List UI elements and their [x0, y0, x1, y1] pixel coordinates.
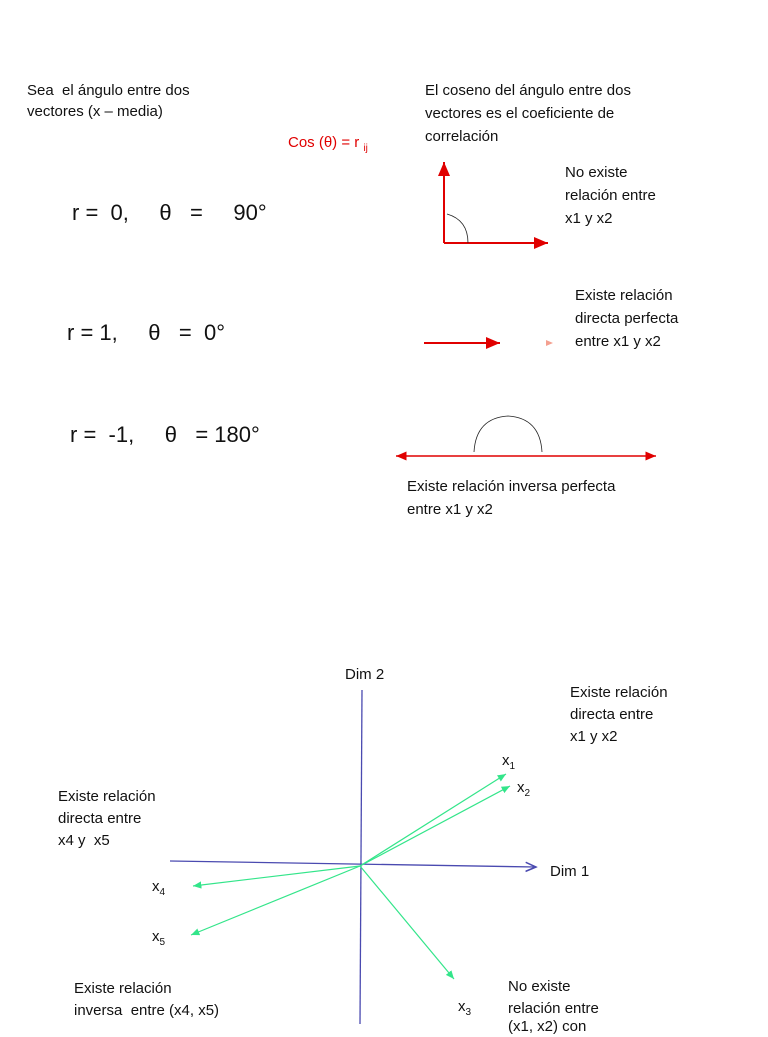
- x1-letter: x: [502, 752, 510, 769]
- vector-x3: [360, 866, 454, 979]
- note-bottom-right-line2: relación entre: [508, 1000, 599, 1017]
- x4-letter: x: [152, 878, 160, 895]
- case1-desc-line3: entre x1 y x2: [575, 333, 661, 350]
- dim1-axis: [170, 861, 536, 867]
- intro-right-line2: vectores es el coeficiente de: [425, 105, 615, 122]
- note-top-right-line3: x1 y x2: [570, 728, 618, 745]
- note-left-line2: directa entre: [58, 810, 142, 827]
- x2-letter: x: [517, 779, 525, 796]
- intro-left-line2: vectores (x – media): [27, 103, 163, 120]
- note-left-line3: x4 y x5: [58, 832, 110, 849]
- dim1-label: Dim 1: [550, 863, 590, 880]
- x3-subscript: 3: [465, 1007, 472, 1018]
- vector-x1: [360, 774, 506, 866]
- note-bottom-right-line3: (x1, x2) con: [508, 1018, 587, 1035]
- equation-r1: r = 1, θ = 0°: [67, 320, 225, 345]
- x4-subscript: 4: [159, 887, 166, 898]
- vector-x2: [360, 786, 510, 866]
- x5-label: [152, 926, 165, 953]
- case0-desc-line3: x1 y x2: [565, 210, 613, 227]
- x1-label: [502, 750, 515, 777]
- intro-right-line3: correlación: [425, 128, 499, 145]
- x2-subscript: 2: [524, 788, 531, 799]
- arrowhead-collinear: [546, 340, 553, 346]
- note-bottom-left-line2: inversa entre (x4, x5): [74, 1002, 220, 1019]
- formula-main: Cos (θ) = r: [288, 134, 360, 151]
- intro-left-line1: Sea el ángulo entre dos: [27, 82, 190, 99]
- angle-arc-180: [474, 416, 542, 452]
- x5-subscript: 5: [159, 937, 166, 948]
- equation-rminus1: r = -1, θ = 180°: [70, 422, 260, 447]
- note-top-right-line2: directa entre: [570, 706, 654, 723]
- x3-letter: x: [458, 998, 466, 1015]
- case0-desc-line1: No existe: [565, 164, 628, 181]
- case1-desc-line1: Existe relación: [575, 287, 673, 304]
- x2-label: [517, 777, 530, 804]
- angle-arc-90: [447, 214, 468, 243]
- equation-r0: r = 0, θ = 90°: [72, 200, 267, 225]
- dim2-label: Dim 2: [345, 666, 385, 683]
- note-bottom-right-line1: No existe: [508, 978, 571, 995]
- x1-subscript: 1: [509, 761, 516, 772]
- formula-subscript: ij: [363, 143, 368, 154]
- case2-desc-line1: Existe relación inversa perfecta: [407, 478, 616, 495]
- x3-label: [458, 996, 471, 1023]
- x4-label: [152, 876, 165, 903]
- x5-letter: x: [152, 928, 160, 945]
- dim2-axis: [360, 690, 362, 1024]
- note-left-line1: Existe relación: [58, 788, 156, 805]
- intro-right-line1: El coseno del ángulo entre dos: [425, 82, 631, 99]
- note-top-right-line1: Existe relación: [570, 684, 668, 701]
- case2-desc-line2: entre x1 y x2: [407, 501, 493, 518]
- case0-desc-line2: relación entre: [565, 187, 656, 204]
- case1-desc-line2: directa perfecta: [575, 310, 679, 327]
- note-bottom-left-line1: Existe relación: [74, 980, 172, 997]
